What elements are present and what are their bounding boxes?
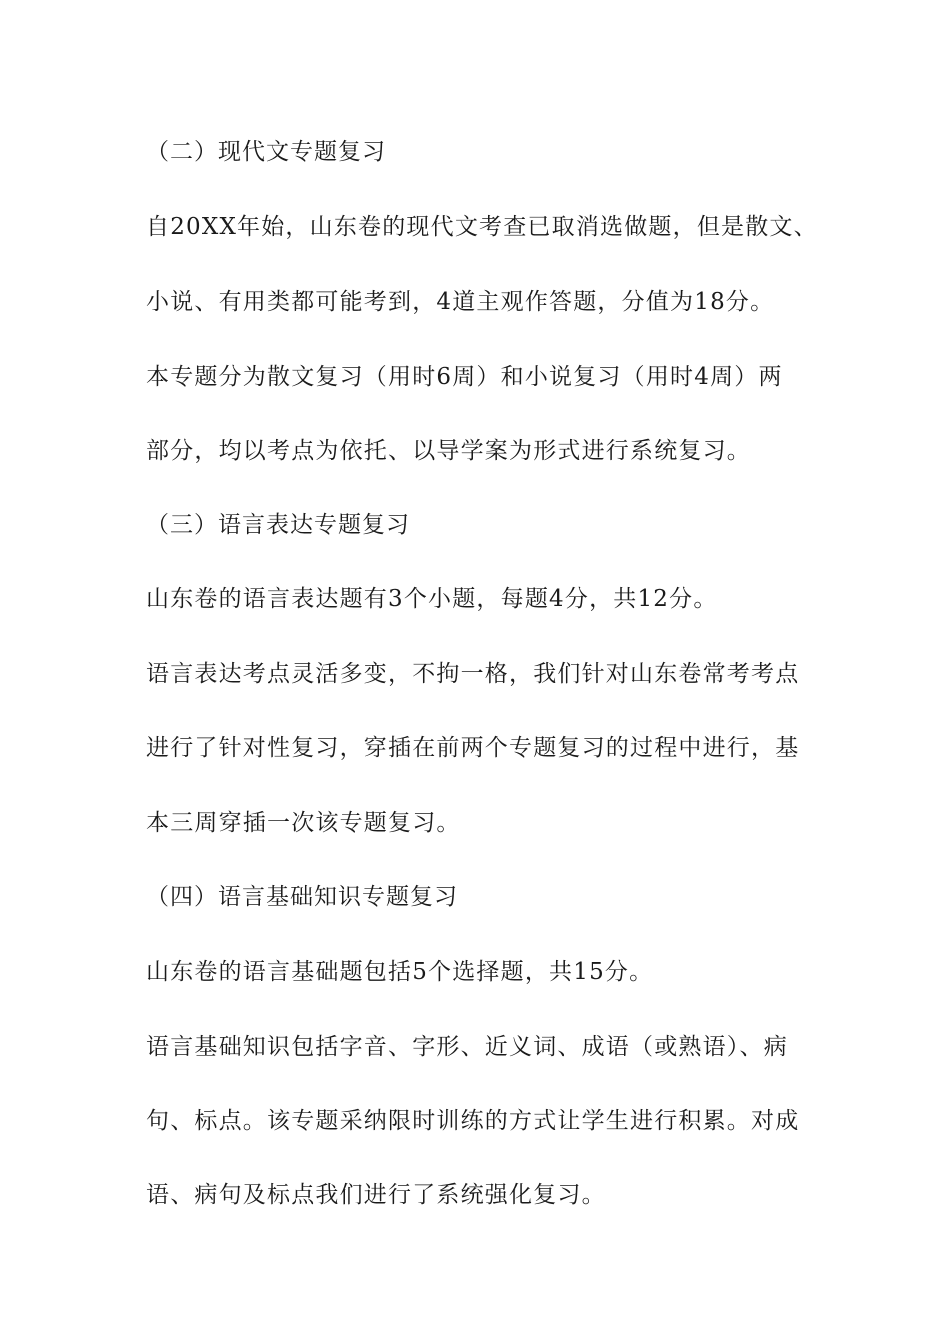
section-heading-modern-text: （二）现代文专题复习	[146, 139, 386, 165]
paragraph-line: 山东卷的语言表达题有3个小题，每题4分，共12分。	[146, 586, 718, 612]
paragraph-line: 部分，均以考点为依托、以导学案为形式进行系统复习。	[146, 438, 751, 464]
paragraph-line: 自20XX年始，山东卷的现代文考查已取消选做题，但是散文、	[146, 214, 818, 240]
paragraph-line: 本三周穿插一次该专题复习。	[146, 810, 461, 836]
paragraph-line: 句、标点。该专题采纳限时训练的方式让学生进行积累。对成	[146, 1108, 800, 1134]
paragraph-line: 本专题分为散文复习（用时6周）和小说复习（用时4周）两	[146, 364, 783, 390]
paragraph-line: 山东卷的语言基础题包括5个选择题，共15分。	[146, 959, 654, 985]
paragraph-line: 小说、有用类都可能考到，4道主观作答题，分值为18分。	[146, 289, 775, 315]
paragraph-line: 进行了针对性复习，穿插在前两个专题复习的过程中进行，基	[146, 735, 800, 761]
paragraph-line: 语言表达考点灵活多变，不拘一格，我们针对山东卷常考考点	[146, 661, 800, 687]
section-heading-language-basics: （四）语言基础知识专题复习	[146, 884, 458, 910]
paragraph-line: 语言基础知识包括字音、字形、近义词、成语（或熟语）、病	[146, 1034, 788, 1060]
section-heading-language-expression: （三）语言表达专题复习	[146, 512, 410, 538]
paragraph-line: 语、病句及标点我们进行了系统强化复习。	[146, 1182, 606, 1208]
